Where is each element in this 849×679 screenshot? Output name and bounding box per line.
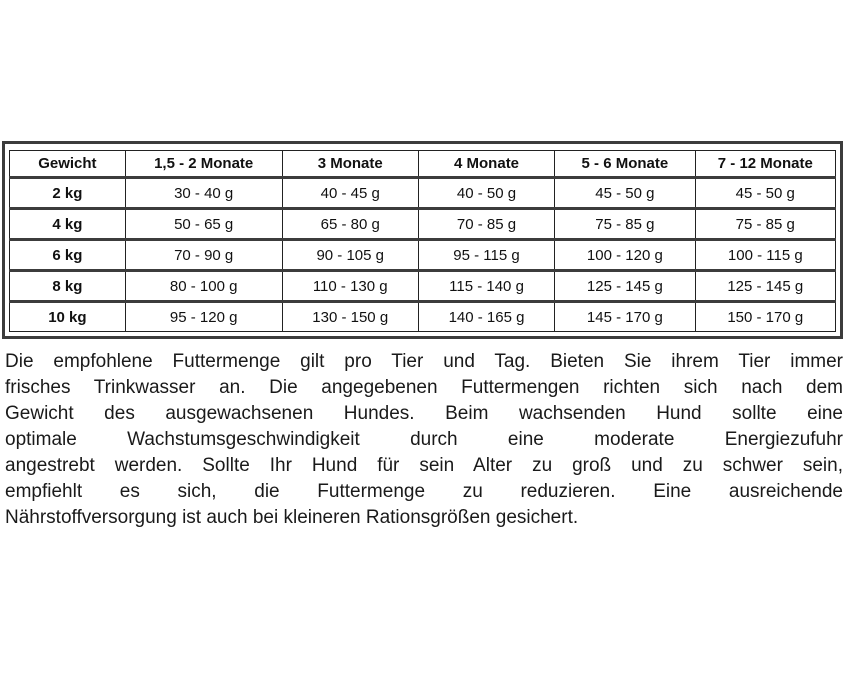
table-header-row [10,151,836,178]
table-cell: 145 - 170 g [555,302,695,332]
column-header-4-months: 4 Monate [418,151,554,178]
table-cell: 45 - 50 g [555,178,695,209]
column-header-5-6-months: 5 - 6 Monate [555,151,695,178]
note-line: Nährstoffversorgung ist auch bei kleineren Rationsgrößen gesichert. [5,507,579,528]
table-cell: 150 - 170 g [695,302,835,332]
note-line: empfiehlt es sich, die Futtermenge zu reduzieren. Eine ausreichende [5,481,843,502]
table-row [10,209,836,240]
note-line: Gewicht des ausgewachsenen Hundes. Beim wachsenden Hund sollte eine [5,403,843,424]
table-cell: 140 - 165 g [418,302,554,332]
table-cell: 125 - 145 g [695,271,835,302]
table-cell: 40 - 45 g [282,178,418,209]
table-cell: 45 - 50 g [695,178,835,209]
table-cell: 95 - 115 g [418,240,554,271]
table-cell: 95 - 120 g [125,302,282,332]
row-weight-cell: 4 kg [10,209,126,240]
row-weight-cell: 10 kg [10,302,126,332]
table-cell: 100 - 115 g [695,240,835,271]
table-row [10,178,836,209]
note-line: frisches Trinkwasser an. Die angegebenen Futtermengen richten sich nach dem [5,377,843,398]
table-cell: 80 - 100 g [125,271,282,302]
row-weight-cell: 6 kg [10,240,126,271]
table-cell: 40 - 50 g [418,178,554,209]
table-cell: 70 - 90 g [125,240,282,271]
table-cell: 30 - 40 g [125,178,282,209]
feeding-table-frame [2,141,843,339]
table-row [10,271,836,302]
table-cell: 115 - 140 g [418,271,554,302]
row-weight-cell: 2 kg [10,178,126,209]
feeding-note-paragraph [5,349,843,531]
table-cell: 90 - 105 g [282,240,418,271]
note-line: angestrebt werden. Sollte Ihr Hund für sein Alter zu groß und zu schwer sein, [5,455,843,476]
note-line: optimale Wachstumsgeschwindigkeit durch eine moderate Energiezufuhr [5,429,843,450]
table-cell: 70 - 85 g [418,209,554,240]
table-cell: 75 - 85 g [695,209,835,240]
column-header-3-months: 3 Monate [282,151,418,178]
row-weight-cell: 8 kg [10,271,126,302]
table-cell: 125 - 145 g [555,271,695,302]
table-cell: 50 - 65 g [125,209,282,240]
table-row [10,240,836,271]
table-cell: 100 - 120 g [555,240,695,271]
table-cell: 130 - 150 g [282,302,418,332]
column-header-7-12-months: 7 - 12 Monate [695,151,835,178]
feeding-table [9,150,836,332]
column-header-1-5-2-months: 1,5 - 2 Monate [125,151,282,178]
table-cell: 75 - 85 g [555,209,695,240]
table-cell: 65 - 80 g [282,209,418,240]
column-header-weight: Gewicht [10,151,126,178]
table-cell: 110 - 130 g [282,271,418,302]
table-row [10,302,836,332]
note-line: Die empfohlene Futtermenge gilt pro Tier und Tag. Bieten Sie ihrem Tier immer [5,351,843,372]
